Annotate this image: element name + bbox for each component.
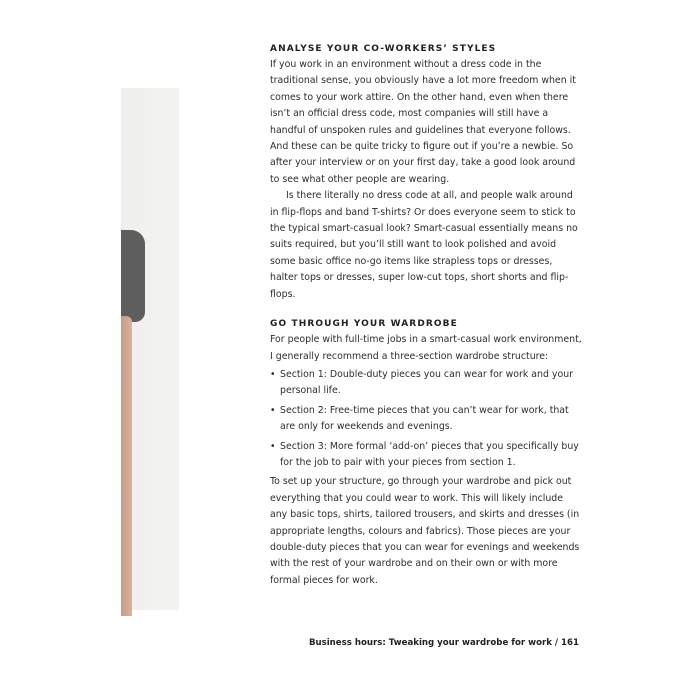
list-item-text: Section 2: Free-time pieces that you can’t wear for work, that are only for weekends and evenings. [280,404,569,433]
list-item [270,439,582,472]
list-item [270,403,582,436]
bullet: • [270,440,276,452]
section-heading-coworkers: ANALYSE YOUR CO-WORKERS’ STYLES [270,44,497,54]
cropped-photo [121,88,179,610]
photo-sleeve [121,230,145,322]
page-text-column [270,44,582,589]
bullet: • [270,368,276,380]
photo-arm [121,316,132,616]
section-heading-wardrobe: GO THROUGH YOUR WARDROBE [270,319,458,330]
bullet: • [270,404,276,416]
list-item [270,367,582,400]
body-paragraph: Is there literally no dress code at all, and people walk around in flip-flops and band T-shirts? Or does everyone seem to stick to the typical smart-casual look? Smart-casual essentially means no suits required, but you’ll still want to look polished and avoid some basic office no-go items like strapless tops or dresses, halter tops or dresses, super low-cut tops, short shorts and flip-flops. [270,190,578,300]
list-item-text: Section 3: More formal ‘add-on’ pieces that you specifically buy for the job to pair with your pieces from section 1. [280,440,579,468]
body-paragraph: If you work in an environment without a dress code in the traditional sense, you obviously have a lot more freedom when it comes to your work attire. On the other hand, even when there isn’t an official dress code, most companies will still have a handful of unspoken rules and guidelines that everyone follows. And these can be quite tricky to figure out if you’re a newbie. So after your interview or on your first day, take a good look around to see what other people are wearing. [270,59,576,185]
wardrobe-section-list [270,367,582,471]
list-item-text: Section 1: Double-duty pieces you can wear for work and your personal life. [280,368,574,397]
body-paragraph: For people with full-time jobs in a smart-casual work environment, I generally recommend a three-section wardrobe structure: [270,334,582,362]
section-wardrobe [270,319,582,589]
body-paragraph: To set up your structure, go through your wardrobe and pick out everything that you could wear to work. This will likely include any basic tops, shirts, tailored trousers, and skirts and dresses (in appropriate lengths, colours and fabrics). Those pieces are your double-duty pieces that you can wear for evenings and weekends with the rest of your wardrobe and on their own or with more formal pieces for work. [270,476,580,586]
running-footer: Business hours: Tweaking your wardrobe for work / 161 [308,638,579,648]
